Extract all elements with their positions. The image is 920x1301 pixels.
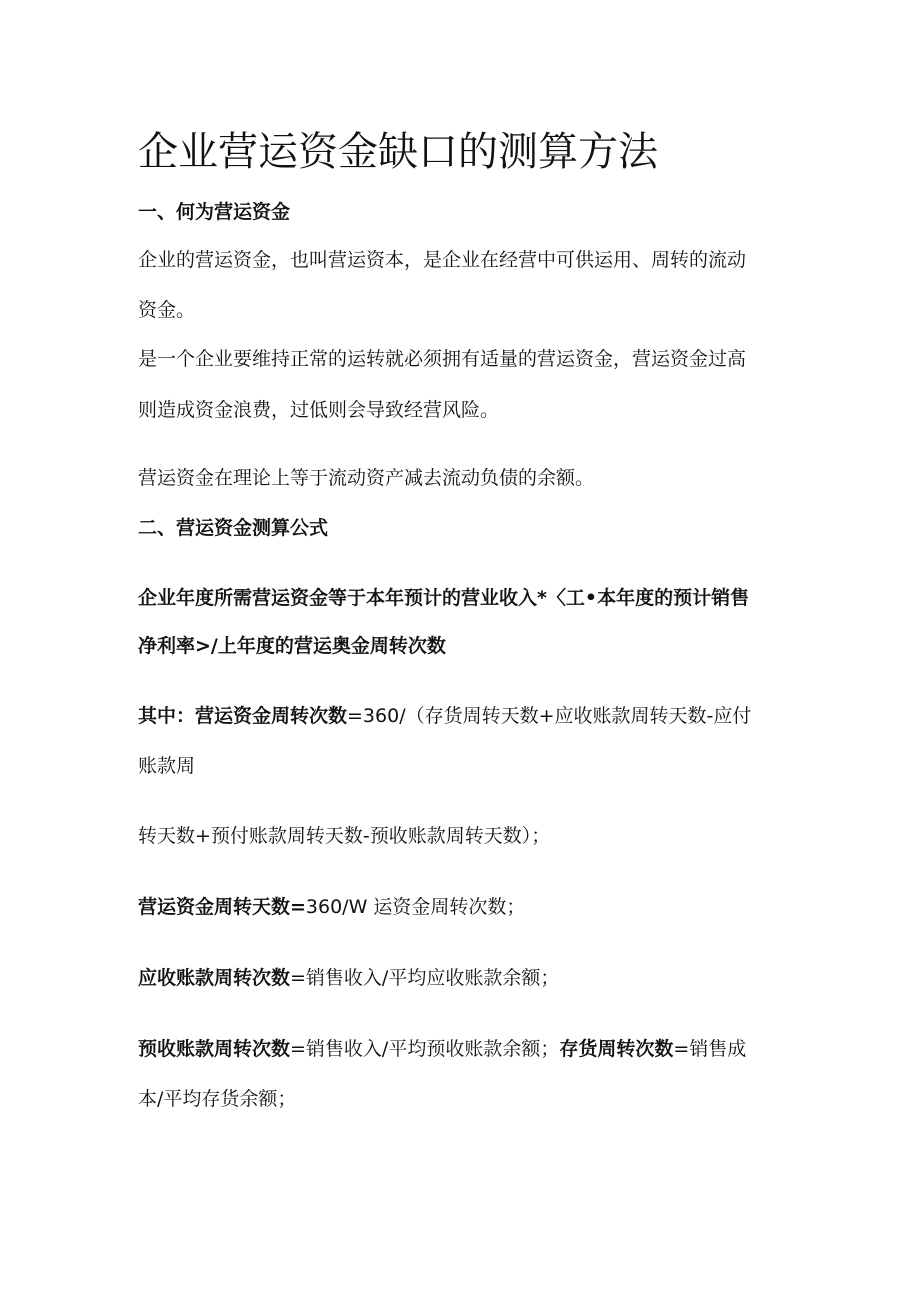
definition-text: 360/W 运资金周转次数； [305, 896, 526, 918]
definition-text: =360/（存货周转天数+应收账款周转天数-应付 [347, 705, 752, 727]
formula-line: 企业年度所需营运资金等于本年预计的营业收入*〈工•本年度的预计销售 [138, 587, 750, 609]
definition-line: 本/平均存货余额； [138, 1088, 297, 1110]
definition-text: =销售收入/平均预收账款余额； [290, 1038, 560, 1060]
definition-line: 账款周 [138, 755, 196, 777]
document-title: 企业营运资金缺口的测算方法 [138, 129, 658, 175]
paragraph-line: 营运资金在理论上等于流动资产减去流动负债的余额。 [138, 467, 595, 489]
definition-term: 其中：营运资金周转次数 [138, 705, 348, 727]
definition-line [138, 964, 559, 992]
definition-term: 存货周转次数 [559, 1038, 674, 1060]
definition-term: 预收账款周转次数 [138, 1038, 291, 1060]
definition-text: =销售收入/平均应收账款余额； [290, 967, 560, 989]
definition-line [138, 1035, 746, 1063]
section-heading-2: 二、营运资金测算公式 [138, 517, 329, 539]
definition-line: 转天数+预付账款周转天数-预收账款周转天数）； [138, 825, 551, 847]
paragraph-line: 是一个企业要维持正常的运转就必须拥有适量的营运资金，营运资金过高 [138, 348, 747, 370]
formula-line: 净利率>/上年度的营运奥金周转次数 [138, 635, 446, 657]
paragraph-line: 企业的营运资金，也叫营运资本，是企业在经营中可供运用、周转的流动 [138, 249, 747, 271]
definition-term: 营运资金周转天数= [138, 896, 306, 918]
definition-line [138, 702, 751, 730]
section-heading-1: 一、何为营运资金 [138, 201, 291, 223]
definition-text: =销售成 [673, 1038, 747, 1060]
paragraph-line: 资金。 [138, 299, 196, 321]
definition-term: 应收账款周转次数 [138, 967, 291, 989]
definition-line [138, 893, 525, 921]
paragraph-line: 则造成资金浪费，过低则会导致经营风险。 [138, 399, 500, 421]
